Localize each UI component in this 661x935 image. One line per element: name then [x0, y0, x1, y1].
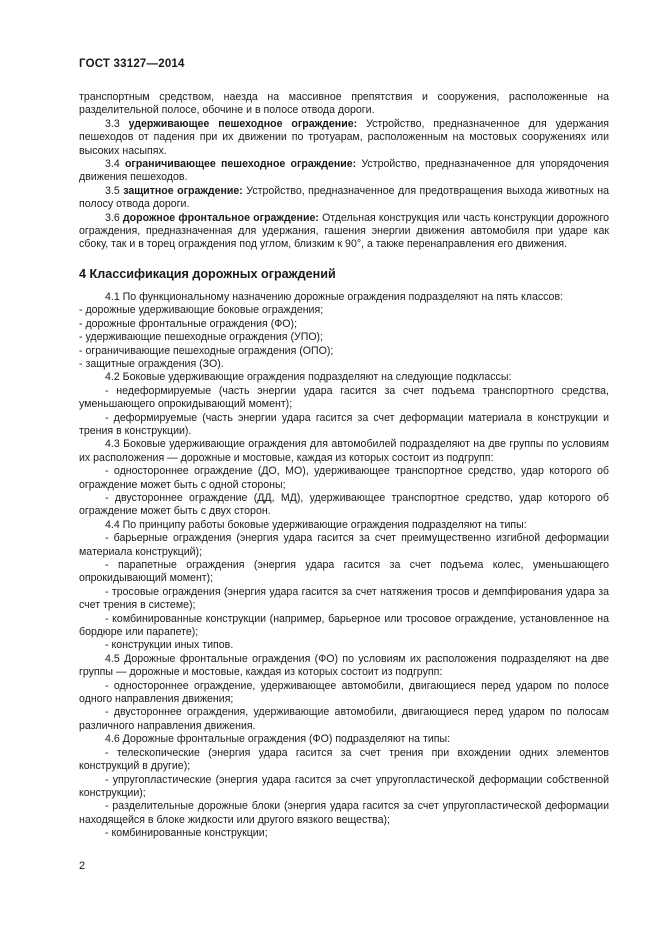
list-item: - деформируемые (часть энергии удара гасится за счет деформации материала в конструкции и трения в конструкции).	[79, 411, 609, 437]
document-header: ГОСТ 33127—2014	[79, 58, 185, 70]
clause-number: 3.4	[105, 158, 120, 171]
list-item: - комбинированные конструкции;	[105, 827, 268, 840]
definition-text: Устройство, предназначенное для предотвращения выхода животных на полосу отвода дороги.	[79, 184, 609, 211]
list-item: - дорожные фронтальные ограждения (ФО);	[79, 317, 298, 330]
list-item: - телескопические (энергия удара гасится за счет трения при вхождении одних элементов конструкций в другие);	[79, 746, 609, 773]
paragraph: 4.2 Боковые удерживающие ограждения подразделяют на следующие подклассы:	[105, 371, 512, 384]
list-item: - ограничивающие пешеходные ограждения (ОПО);	[79, 344, 334, 357]
list-item: - дорожные удерживающие боковые ограждения;	[79, 304, 324, 317]
document-body	[79, 91, 609, 841]
definition-3-6	[79, 212, 609, 252]
clause-number: 3.6	[105, 211, 120, 224]
paragraph: 4.3 Боковые удерживающие ограждения для автомобилей подразделяют на две группы по условиям их расположения — дорожные и мостовые, каждая из которых состоит из подгрупп:	[79, 438, 609, 464]
list-item: - недеформируемые (часть энергии удара гасится за счет подъема транспортного средства, уменьшающего опрокидывающий момент);	[79, 384, 609, 411]
list-item: - двустороннее ограждения, удерживающие автомобили, двигающиеся перед ударом по полосам различного направления движения.	[79, 706, 609, 732]
list-item: - тросовые ограждения (энергия удара гасится за счет натяжения тросов и демпфирования удара за счет трения в системе);	[79, 585, 609, 612]
paragraph-text: транспортным средством, наезда на массивное препятствия и сооружения, расположенные на разделительной полосе, обочине и в полосе отвода дороги.	[79, 91, 609, 117]
list-item: - защитные ограждения (ЗО).	[79, 357, 224, 370]
page-number: 2	[79, 860, 86, 872]
paragraph-continuation	[79, 91, 609, 118]
section-heading: 4 Классификация дорожных ограждений	[79, 266, 336, 281]
paragraph: 4.5 Дорожные фронтальные ограждения (ФО) по условиям их расположения подразделяют на две группы — дорожные и мостовые, каждая из которых состоит из подгрупп:	[79, 652, 609, 679]
clause-number: 3.5	[105, 184, 120, 197]
definition-3-5	[79, 185, 609, 212]
list-item: - одностороннее ограждение, удерживающее автомобили, двигающиеся перед ударом по полосе одного направления движения;	[79, 679, 609, 706]
definition-3-4	[79, 158, 609, 185]
list-item: - двустороннее ограждение (ДД, МД), удерживающее транспортное средство, удар которого об ограждение может быть с двух сторон.	[79, 491, 609, 518]
definition-text: Отдельная конструкция или часть конструкции дорожного ограждения, предназначенная для удержания, гашения энергии движения автомобиля при ударе как сбоку, так и в торец ограждения под углом, близким к 90°, а также перенаправления его движения.	[79, 211, 609, 251]
list-item: - разделительные дорожные блоки (энергия удара гасится за счет упругопластической деформации находящейся в блоке жидкости или другого вязкого вещества);	[79, 800, 609, 826]
definition-text: Устройство, предназначенное для упорядочения движения пешеходов.	[79, 158, 609, 184]
definition-3-3	[79, 118, 609, 158]
paragraph: 4.4 По принципу работы боковые удерживающие ограждения подразделяют на типы:	[105, 518, 527, 531]
paragraph: 4.1 По функциональному назначению дорожные ограждения подразделяют на пять классов:	[105, 290, 564, 303]
defined-term: защитное ограждение:	[123, 184, 243, 197]
list-item: - одностороннее ограждение (ДО, МО), удерживающее транспортное средство, удар которого об ограждение может быть с одной стороны;	[79, 465, 609, 491]
defined-term: удерживающее пешеходное ограждение:	[128, 117, 358, 130]
defined-term: дорожное фронтальное ограждение:	[122, 211, 319, 224]
definition-text: Устройство, предназначенное для удержания пешеходов от падения при их движении по тротуарам, расположенным на мостовых сооружениях или высоких насыпях.	[79, 117, 610, 157]
defined-term: ограничивающее пешеходное ограждение:	[124, 158, 357, 171]
list-item: - комбинированные конструкции (например, барьерное или тросовое ограждение, установленное на бордюре или парапете);	[79, 612, 609, 639]
list-item: - конструкции иных типов.	[105, 639, 234, 652]
list-item: - барьерные ограждения (энергия удара гасится за счет преимущественно изгибной деформации материала конструкций);	[79, 532, 609, 558]
list-item: - парапетные ограждения (энергия удара гасится за счет подъема колес, уменьшающего опрокидывающий момент);	[79, 559, 609, 585]
list-item: - упругопластические (энергия удара гасится за счет упругопластической деформации собственной конструкции);	[79, 773, 609, 799]
clause-number: 3.3	[105, 117, 120, 130]
list-item: - удерживающие пешеходные ограждения (УПО);	[79, 331, 324, 344]
paragraph: 4.6 Дорожные фронтальные ограждения (ФО) подразделяют на типы:	[105, 733, 451, 746]
